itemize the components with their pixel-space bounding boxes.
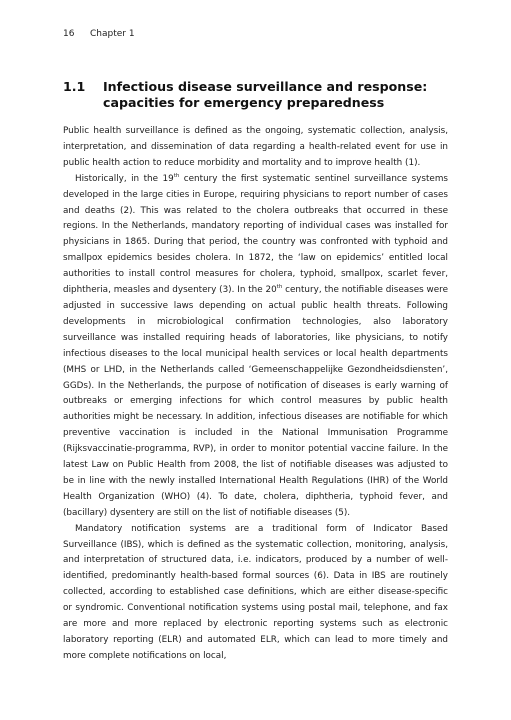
ordinal-superscript: th xyxy=(276,284,283,291)
paragraph-history-part-1: Historically, in the 19 xyxy=(75,173,174,184)
chapter-label: Chapter 1 xyxy=(90,29,135,39)
section-number: 1.1 xyxy=(63,79,86,94)
section-heading xyxy=(63,79,448,111)
paragraph-history-part-3: century, the notifiable diseases were adjusted in successive laws depending on actual public health threats. Following developments in microbiological confirmation technologies, also laboratory surveillance was installed requiring heads of laboratories, like physicians, to notify infectious diseases to the local municipal health services or local health departments (MHS or LHD, in the Netherlands called ‘Gemeenschappelijke Gezondheidsdiensten’, GGDs). In the Netherlands, the purpose of notification of diseases is early warning of outbreaks or emerging infections for which control measures by public health authorities might be necessary. In addition, infectious diseases are notifiable for which preventive vaccination is included in the National Immunisation Programme (Rijksvaccinatie-programma, RVP), in order to monitor potential vaccine failure. In the latest Law on Public Health from 2008, the list of notifiable diseases was adjusted to be in line with the newly installed International Health Regulations (IHR) of the World Health Organization (WHO) (4). To date, cholera, diphtheria, typhoid fever, and (bacillary) dysentery are still on the list of notifiable diseases (5). xyxy=(63,285,448,518)
running-head xyxy=(63,29,135,40)
paragraph-history xyxy=(63,172,448,522)
section-title: Infectious disease surveillance and response: capacities for emergency preparedness xyxy=(103,79,428,110)
paragraph-history-part-2: century the first systematic sentinel surveillance systems developed in the large cities in Europe, requiring physicians to report number of cases and deaths (2). This was related to the cholera outbreaks that occurred in these regions. In the Netherlands, mandatory reporting of individual cases was installed for physicians in 1865. During that period, the country was confronted with typhoid and smallpox epidemics besides cholera. In 1872, the ‘law on epidemics’ entitled local authorities to install control measures for cholera, typhoid, smallpox, scarlet fever, diphtheria, measles and dysentery (3). In the 20 xyxy=(63,173,448,296)
ordinal-superscript: th xyxy=(173,172,180,179)
paragraph-definition: Public health surveillance is defined as the ongoing, systematic collection, analysis, interpretation, and dissemination of data regarding a health-related event for use in public health action to reduce morbidity and mortality and to improve health (1). xyxy=(63,126,448,168)
paragraph-notification-systems: Mandatory notification systems are a traditional form of Indicator Based Surveillance (IBS), which is defined as the systematic collection, monitoring, analysis, and interpretation of structured data, i.e. indicators, produced by a number of well-identified, predominantly health-based formal sources (6). Data in IBS are routinely collected, according to established case definitions, which are either disease-specific or syndromic. Conventional notification systems using postal mail, telephone, and fax are more and more replaced by electronic reporting systems such as electronic laboratory reporting (ELR) and automated ELR, which can lead to more timely and more complete notifications on local, xyxy=(63,523,448,661)
page-number: 16 xyxy=(63,29,75,39)
body-text xyxy=(63,124,448,665)
